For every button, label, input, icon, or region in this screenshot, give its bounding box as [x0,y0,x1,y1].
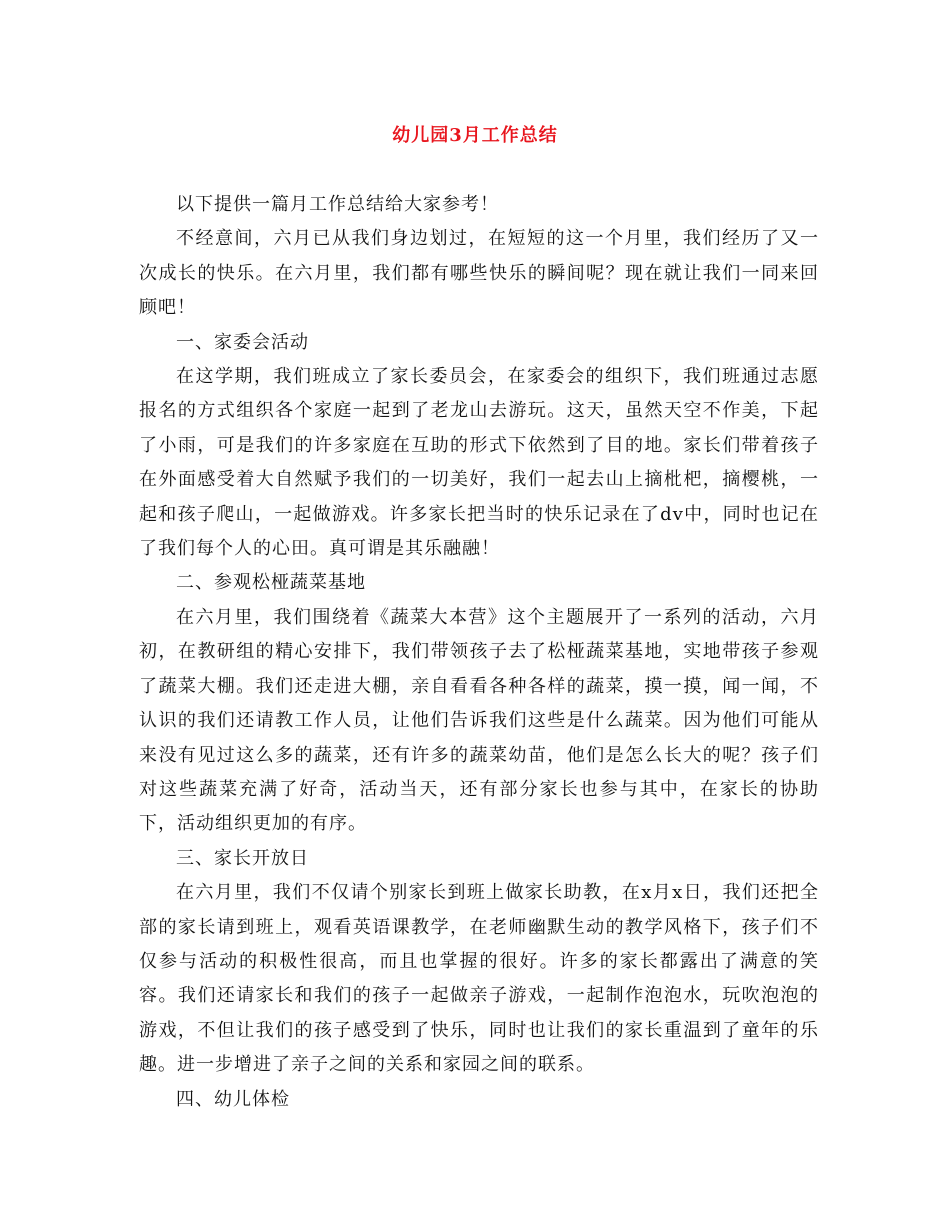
paragraph-opening: 不经意间，六月已从我们身边划过，在短短的这一个月里，我们经历了又一次成长的快乐。在六月里，我们都有哪些快乐的瞬间呢？现在就让我们一同来回顾吧！ [139,228,819,319]
paragraph-intro: 以下提供一篇月工作总结给大家参考！ [176,194,499,215]
paragraph-section-1: 在这学期，我们班成立了家长委员会，在家委会的组织下，我们班通过志愿报名的方式组织各个家庭一起到了老龙山去游玩。这天，虽然天空不作美，下起了小雨，可是我们的许多家庭在互助的形式下依然到了目的地。家长们带着孩子在外面感受着大自然赋予我们的一切美好，我们一起去山上摘枇杷，摘樱桃，一起和孩子爬山，一起做游戏。许多家长把当时的快乐记录在了dv中，同时也记在了我们每个人的心田。真可谓是其乐融融！ [139,366,819,560]
section-heading-2: 二、参观松桠蔬菜基地 [176,572,366,594]
paragraph-section-2: 在六月里，我们围绕着《蔬菜大本营》这个主题展开了一系列的活动，六月初，在教研组的精心安排下，我们带领孩子去了松桠蔬菜基地，实地带孩子参观了蔬菜大棚。我们还走进大棚，亲自看看各种各样的蔬菜，摸一摸，闻一闻，不认识的我们还请教工作人员，让他们告诉我们这些是什么蔬菜。因为他们可能从来没有见过这么多的蔬菜，还有许多的蔬菜幼苗，他们是怎么长大的呢？孩子们对这些蔬菜充满了好奇，活动当天，还有部分家长也参与其中，在家长的协助下，活动组织更加的有序。 [139,606,819,835]
section-heading-3: 三、家长开放日 [176,847,309,869]
document-title: 幼儿园3月工作总结 [392,125,558,146]
section-heading-1: 一、家委会活动 [176,331,309,353]
section-heading-4: 四、幼儿体检 [176,1088,290,1110]
paragraph-section-3: 在六月里，我们不仅请个别家长到班上做家长助教，在x月x日，我们还把全部的家长请到班上，观看英语课教学，在老师幽默生动的教学风格下，孩子们不仅参与活动的积极性很高，而且也掌握的很好。许多的家长都露出了满意的笑容。我们还请家长和我们的孩子一起做亲子游戏，一起制作泡泡水，玩吹泡泡的游戏，不但让我们的孩子感受到了快乐，同时也让我们的家长重温到了童年的乐趣。进一步增进了亲子之间的关系和家园之间的联系。 [139,882,819,1076]
document-body [139,188,819,1117]
